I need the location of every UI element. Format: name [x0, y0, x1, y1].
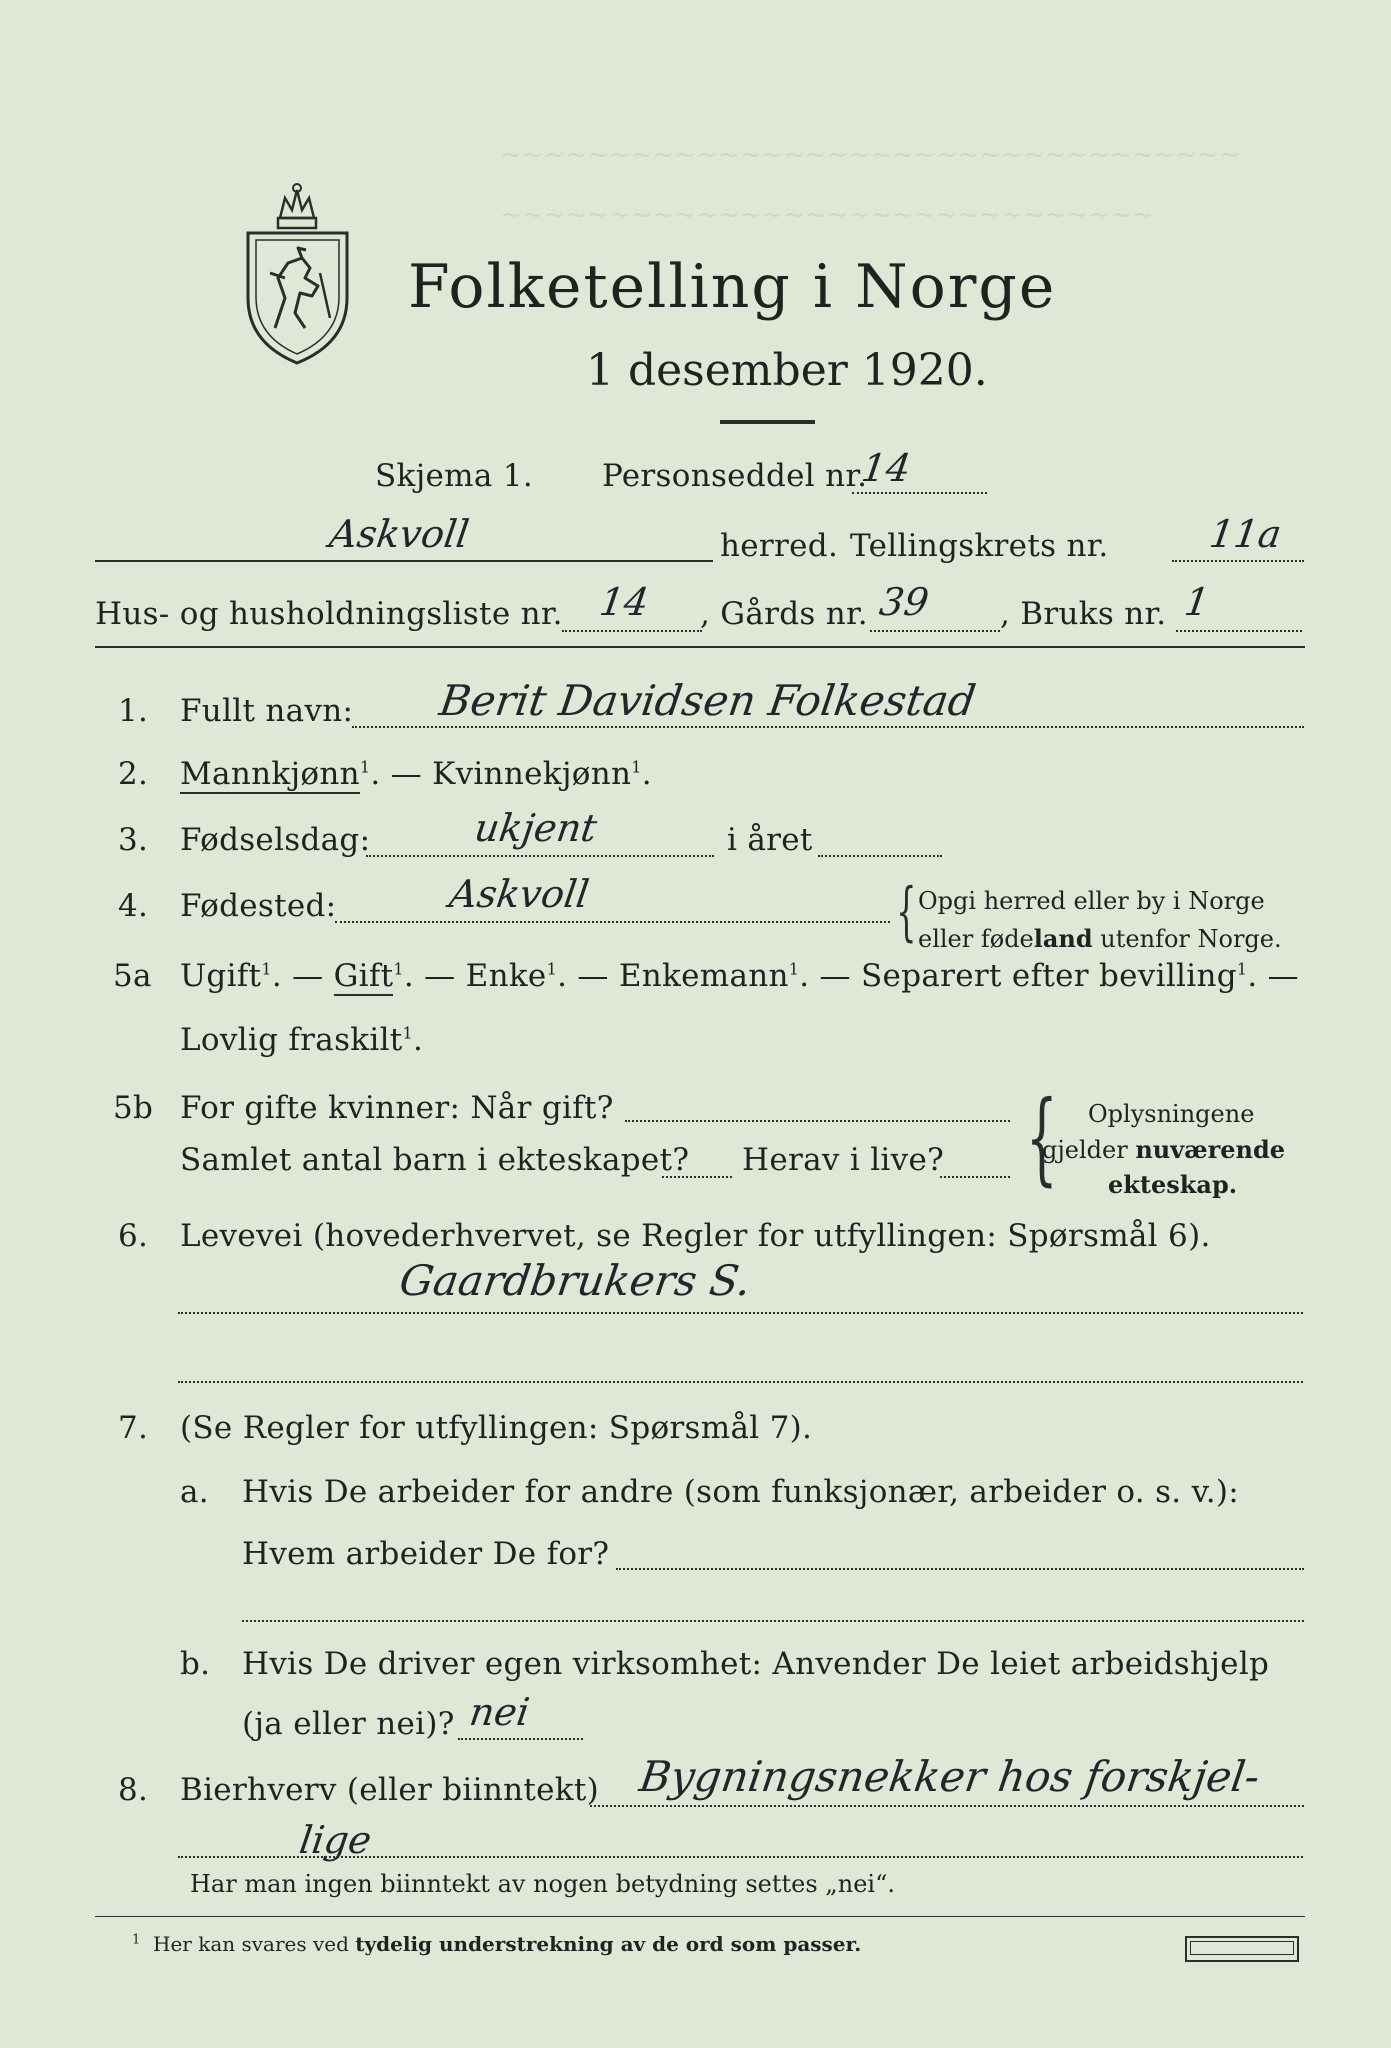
q8-line-1 [590, 1805, 1304, 1807]
q3-year-line [818, 855, 942, 857]
occupation-value[interactable]: Gaardbrukers S. [396, 1256, 754, 1305]
q3-number: 3. [118, 822, 149, 858]
form-title: Folketelling i Norge [408, 252, 1057, 322]
q7b-letter: b. [180, 1646, 211, 1682]
footnote-rule [95, 1916, 1305, 1917]
option-enke[interactable]: Enke [465, 958, 547, 994]
hus-line [562, 630, 702, 632]
q4-note-line-2: eller fødeland utenfor Norge. [918, 924, 1282, 953]
hus-label: Hus- og husholdningsliste nr. [95, 596, 563, 632]
herred-value[interactable]: Askvoll [326, 512, 472, 556]
q4-label: Fødested: [180, 888, 337, 924]
herred-line [95, 560, 713, 562]
q6-label: Levevei (hovederhvervet, se Regler for utfyllingen: Spørsmål 6). [180, 1218, 1211, 1254]
side-income-value[interactable]: Bygningsnekker hos forskjel- [636, 1752, 1263, 1801]
q5a-options-cont: Lovlig fraskilt$^1$. [180, 1022, 424, 1058]
q8-note: Har man ingen biinntekt av nogen betydning settes „nei“. [190, 1870, 895, 1898]
personseddel-label: Personseddel nr. [602, 458, 868, 494]
printer-stamp-icon [1185, 1936, 1299, 1962]
q5a-number: 5a [113, 958, 152, 994]
birthplace-value[interactable]: Askvoll [446, 872, 592, 916]
side-income-value-cont[interactable]: lige [296, 1818, 375, 1862]
q1-line [352, 726, 1304, 728]
q5b-children-label: Samlet antal barn i ekteskapet? [180, 1142, 690, 1178]
q7a-line-2 [242, 1620, 1304, 1622]
q1-number: 1. [118, 693, 149, 729]
option-enkemann[interactable]: Enkemann [618, 958, 789, 994]
bleed-through-text: ~~~~~~~~~~~~~~~~~~~~~~~~~~~~~~~~~~ [500, 140, 1241, 170]
full-name-value[interactable]: Berit Davidsen Folkestad [436, 676, 979, 725]
q3-year-label: i året [727, 822, 813, 858]
q5b-note-line-3: ekteskap. [1108, 1170, 1238, 1199]
q5b-alive-line [940, 1176, 1010, 1178]
bleed-through-text: ~~~~~~~~~~~~~~~~~~~~~~~~~~~~~~ [500, 200, 1154, 230]
hus-value[interactable]: 14 [596, 580, 652, 624]
footnote: $^1$ Her kan svares ved tydelig understrekning av de ord som passer. [132, 1932, 862, 1956]
q5b-alive-label: Herav i live? [742, 1142, 945, 1178]
bruks-value[interactable]: 1 [1181, 580, 1213, 624]
q5b-married-line [625, 1120, 1010, 1122]
tellingskrets-line [1172, 560, 1304, 562]
q5b-children-line [662, 1176, 732, 1178]
bruks-label: , Bruks nr. [1000, 596, 1167, 632]
title-rule [720, 420, 815, 424]
gards-value[interactable]: 39 [876, 580, 932, 624]
q2-number: 2. [118, 756, 149, 792]
q4-note-line-1: Opgi herred eller by i Norge [918, 887, 1265, 915]
q6-line-2 [178, 1381, 1303, 1383]
option-mannkjonn[interactable]: Mannkjønn [180, 756, 360, 792]
q5b-number: 5b [113, 1090, 154, 1126]
personseddel-line [852, 492, 987, 494]
q6-number: 6. [118, 1218, 149, 1254]
q5b-note-line-1: Oplysningene [1088, 1100, 1255, 1128]
q7a-letter: a. [180, 1474, 209, 1510]
gards-line [870, 630, 1000, 632]
q5b-label: For gifte kvinner: Når gift? [180, 1090, 614, 1126]
q7a-label: Hvis De arbeider for andre (som funksjonær, arbeider o. s. v.): [242, 1474, 1240, 1510]
q4-line [335, 921, 890, 923]
option-ugift[interactable]: Ugift [180, 958, 262, 994]
option-gift[interactable]: Gift [333, 958, 394, 994]
q7a-sub-label: Hvem arbeider De for? [242, 1536, 610, 1572]
q5b-brace: { [1025, 1079, 1058, 1196]
q7-number: 7. [118, 1410, 149, 1446]
q7a-line-1 [616, 1568, 1304, 1570]
schema-label: Skjema 1. [375, 458, 533, 494]
q2-options: Mannkjønn$^1$. — Kvinnekjønn$^1$. [180, 756, 652, 792]
tellingskrets-value[interactable]: 11a [1206, 512, 1285, 556]
gards-label: , Gårds nr. [700, 596, 868, 632]
q8-number: 8. [118, 1772, 149, 1808]
section-rule [95, 646, 1305, 648]
q8-label: Bierhverv (eller biinntekt) [180, 1772, 600, 1808]
option-lovlig-fraskilt[interactable]: Lovlig fraskilt [180, 1022, 403, 1058]
q5b-note-line-2: gjelder nuværende [1042, 1135, 1286, 1164]
q7b-line [458, 1738, 583, 1740]
q7b-label: Hvis De driver egen virksomhet: Anvender De leiet arbeidshjelp [242, 1646, 1270, 1682]
q5a-options: Ugift$^1$. — Gift$^1$. — Enke$^1$. — Enkemann$^1$. — Separert efter bevilling$^1$. — [180, 958, 1299, 994]
q7-label: (Se Regler for utfyllingen: Spørsmål 7). [180, 1410, 813, 1446]
q4-number: 4. [118, 888, 149, 924]
herred-label: herred. [720, 528, 839, 564]
q8-line-2 [178, 1856, 1303, 1858]
option-kvinnekjonn[interactable]: Kvinnekjønn [432, 756, 632, 792]
personseddel-value[interactable]: 14 [858, 446, 914, 490]
birthday-value[interactable]: ukjent [471, 806, 600, 850]
q7b-sub-label: (ja eller nei)? [242, 1706, 455, 1742]
q6-line-1 [178, 1312, 1303, 1314]
q1-label: Fullt navn: [180, 693, 354, 729]
tellingskrets-label: Tellingskrets nr. [850, 528, 1109, 564]
q3-label: Fødselsdag: [180, 822, 371, 858]
coat-of-arms-icon [240, 178, 355, 368]
hired-help-value[interactable]: nei [466, 1690, 533, 1734]
q3-line [366, 855, 714, 857]
form-date: 1 desember 1920. [586, 345, 988, 396]
bruks-line [1176, 630, 1302, 632]
q4-brace: { [896, 875, 917, 949]
option-separert[interactable]: Separert efter bevilling [861, 958, 1237, 994]
